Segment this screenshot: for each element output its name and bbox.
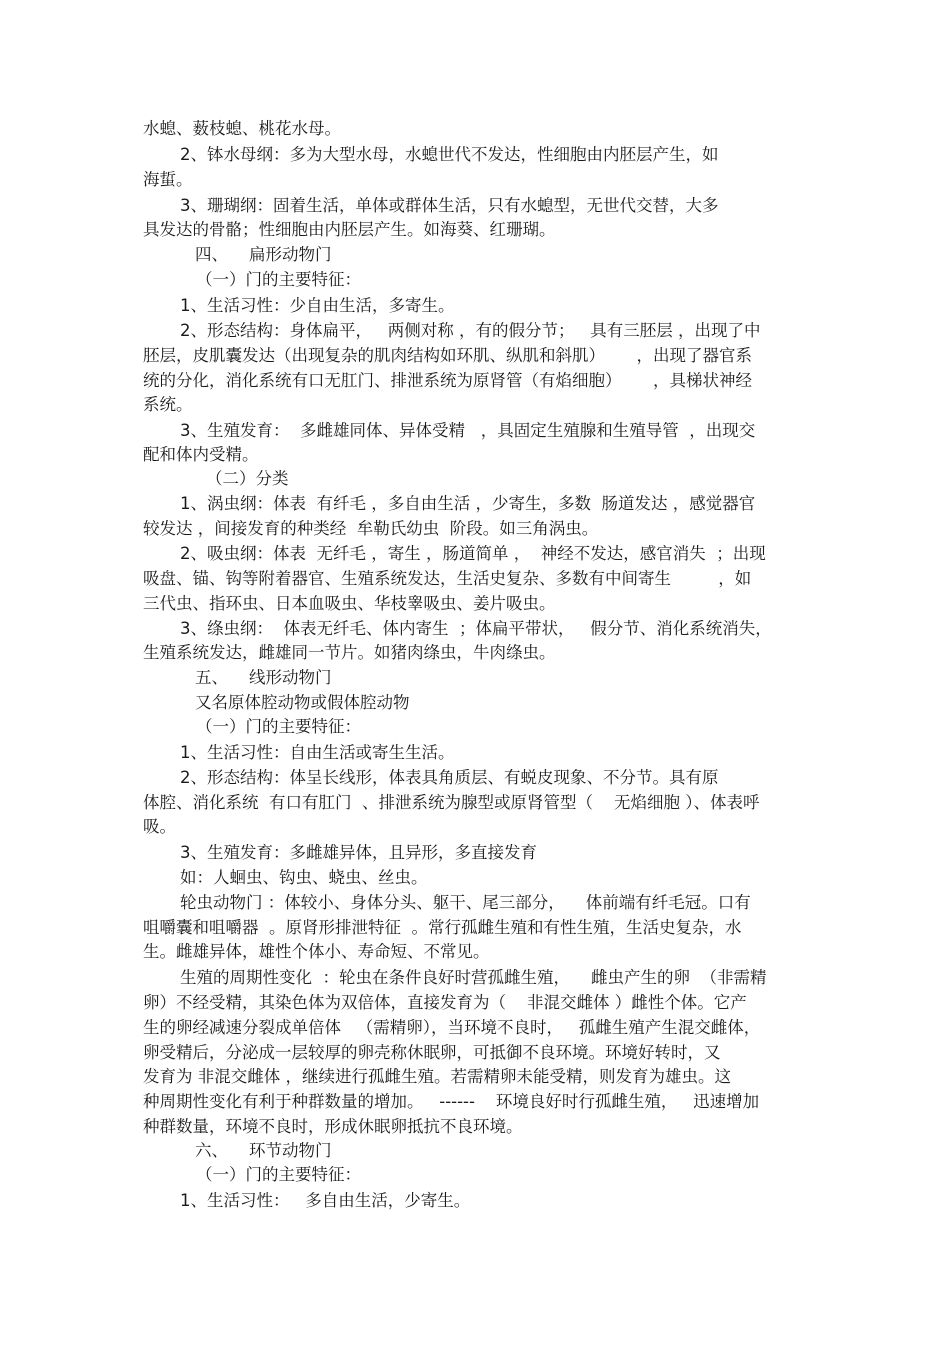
subsection-heading: （一）门的主要特征：: [196, 717, 361, 736]
text-line: 胚层，皮肌囊发达（出现复杂的肌肉结构如环肌、纵肌和斜肌） ，出现了器官系: [143, 346, 752, 365]
section-heading: 四、 扁形动物门: [195, 245, 332, 264]
text-line: 轮虫动物门 ：体较小、身体分头、躯干、尾三部分， 体前端有纤毛冠。口有: [180, 893, 751, 912]
text-line: 具发达的骨骼；性细胞由内胚层产生。如海葵、红珊瑚。: [143, 220, 556, 239]
text-line: 2、吸虫纲：体表 无纤毛 ，寄生 ，肠道简单 ， 神经不发达，感官消失 ；出现: [180, 544, 766, 563]
text-line: 吸盘、锚、钩等附着器官、生殖系统发达，生活史复杂、多数有中间寄生 ，如: [143, 569, 752, 588]
text-line: 较发达 ，间接发育的种类经 牟勒氏幼虫 阶段。如三角涡虫。: [143, 519, 599, 538]
text-line: 种群数量，环境不良时，形成休眠卵抵抗不良环境。: [143, 1117, 523, 1136]
text-line: 配和体内受精。: [143, 445, 259, 464]
text-line: 3、生殖发育： 多雌雄同体、异体受精 ，具固定生殖腺和生殖导管 ，出现交: [180, 421, 756, 440]
subsection-heading: （一）门的主要特征：: [196, 1165, 361, 1184]
text-line: 统的分化，消化系统有口无肛门、排泄系统为原肾管（有焰细胞） ，具梯状神经: [143, 371, 752, 390]
text-line: 卵）不经受精，其染色体为双倍体，直接发育为（ 非混交雌体 ）雌性个体。它产: [143, 993, 747, 1012]
text-line: 2、形态结构：身体扁平， 两侧对称 ，有的假分节； 具有三胚层 ，出现了中: [180, 321, 761, 340]
text-line: 体腔、消化系统 有口有肛门 、排泄系统为腺型或原肾管型（ 无焰细胞 ）、体表呼: [143, 793, 760, 812]
text-line: 1、生活习性：自由生活或寄生生活。: [180, 743, 455, 762]
section-heading: 六、 环节动物门: [195, 1141, 332, 1160]
section-heading: 五、 线形动物门: [195, 668, 332, 687]
text-line: 生殖系统发达，雌雄同一节片。如猪肉绦虫，牛肉绦虫。: [143, 643, 556, 662]
text-line: 3、生殖发育：多雌雄异体，且异形，多直接发育: [180, 843, 537, 862]
text-line: 卵受精后，分泌成一层较厚的卵壳称休眠卵，可抵御不良环境。环境好转时，又: [143, 1043, 721, 1062]
subsection-heading: （二）分类: [206, 469, 289, 488]
text-line: 3、珊瑚纲：固着生活，单体或群体生活，只有水螅型，无世代交替，大多: [180, 196, 719, 215]
text-line: 三代虫、指环虫、日本血吸虫、华枝睾吸虫、姜片吸虫。: [143, 594, 556, 613]
text-line: 1、生活习性： 多自由生活，少寄生。: [180, 1191, 471, 1210]
text-line: 生。雌雄异体，雄性个体小、寿命短、不常见。: [143, 942, 490, 961]
text-line: 2、钵水母纲：多为大型水母，水螅世代不发达，性细胞由内胚层产生，如: [180, 145, 719, 164]
text-line: 发育为 非混交雌体 ，继续进行孤雌生殖。若需精卵未能受精，则发育为雄虫。这: [143, 1067, 731, 1086]
text-line: 水螅、薮枝螅、桃花水母。: [143, 119, 341, 138]
subsection-heading: （一）门的主要特征：: [196, 270, 361, 289]
text-line: 系统。: [143, 395, 193, 414]
text-line: 1、涡虫纲：体表 有纤毛 ，多自由生活 ，少寄生，多数 肠道发达 ，感觉器官: [180, 494, 756, 513]
text-line: 如：人蛔虫、钩虫、蛲虫、丝虫。: [180, 868, 428, 887]
text-line: 生的卵经减速分裂成单倍体 （需精卵），当环境不良时， 孤雌生殖产生混交雌体，: [143, 1018, 761, 1037]
text-line: 又名原体腔动物或假体腔动物: [195, 693, 410, 712]
text-line: 1、生活习性：少自由生活，多寄生。: [180, 296, 455, 315]
text-line: 咀嚼囊和咀嚼器 。原肾形排泄特征 。常行孤雌生殖和有性生殖，生活史复杂，水: [143, 918, 742, 937]
text-line: 2、形态结构：体呈长线形，体表具角质层、有蜕皮现象、不分节。具有原: [180, 768, 719, 787]
text-line: 吸。: [143, 817, 176, 836]
text-line: 海蜇。: [143, 170, 193, 189]
text-line: 3、绦虫纲： 体表无纤毛、体内寄生 ；体扁平带状， 假分节、消化系统消失，: [180, 619, 772, 638]
text-line: 生殖的周期性变化 ：轮虫在条件良好时营孤雌生殖， 雌虫产生的卵 （非需精: [180, 968, 767, 987]
text-line: 种周期性变化有利于种群数量的增加。 ------ 环境良好时行孤雌生殖， 迅速增加: [143, 1092, 760, 1111]
